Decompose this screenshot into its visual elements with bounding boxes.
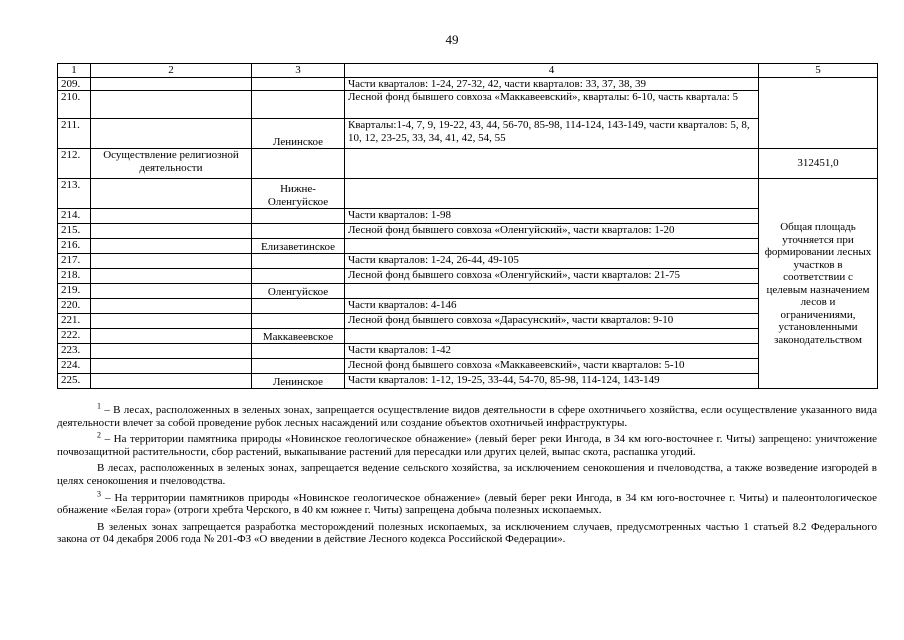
row-number-cell: 211. [58, 119, 91, 149]
header-cell-1: 1 [58, 64, 91, 78]
table-row [58, 269, 878, 284]
forestry-cell [252, 269, 345, 284]
footnote-mark: 1 [97, 401, 101, 411]
quarters-cell [345, 149, 759, 179]
table-row [58, 284, 878, 299]
table-row [58, 179, 878, 209]
quarters-cell [345, 239, 759, 254]
footnote-paragraph [57, 430, 877, 458]
footnote-paragraph [57, 488, 877, 517]
quarters-cell: Лесной фонд бывшего совхоза «Оленгуйский», части кварталов: 21-75 [345, 269, 759, 284]
row-number-cell: 218. [58, 269, 91, 284]
row-number-cell: 212. [58, 149, 91, 179]
row-number-cell: 209. [58, 77, 91, 91]
header-cell-4: 4 [345, 64, 759, 78]
header-cell-3: 3 [252, 64, 345, 78]
forestry-cell [252, 299, 345, 314]
row-number-cell: 217. [58, 254, 91, 269]
purpose-cell [91, 359, 252, 374]
purpose-cell [91, 314, 252, 329]
purpose-cell [91, 91, 252, 119]
row-number-cell: 210. [58, 91, 91, 119]
quarters-cell: Лесной фонд бывшего совхоза «Маккавеевский», части кварталов: 5-10 [345, 359, 759, 374]
purpose-cell [91, 269, 252, 284]
row-number-cell: 215. [58, 224, 91, 239]
row-number-cell: 219. [58, 284, 91, 299]
purpose-cell [91, 179, 252, 209]
forestry-cell [252, 254, 345, 269]
quarters-cell: Лесной фонд бывшего совхоза «Маккавеевский», кварталы: 6-10, часть квартала: 5 [345, 91, 759, 119]
forestry-cell [252, 209, 345, 224]
footnote-paragraph [57, 521, 877, 546]
quarters-cell: Части кварталов: 1-42 [345, 344, 759, 359]
quarters-cell: Кварталы:1-4, 7, 9, 19-22, 43, 44, 56-70, 85-98, 114-124, 143-149, части кварталов: 5, 8, 10, 12, 23-25, 33, 34, 41, 42, 54, 55 [345, 119, 759, 149]
quarters-cell: Части кварталов: 1-24, 26-44, 49-105 [345, 254, 759, 269]
table-row [58, 254, 878, 269]
table-row [58, 329, 878, 344]
purpose-cell [91, 119, 252, 149]
forestry-cell [252, 149, 345, 179]
row-number-cell: 214. [58, 209, 91, 224]
forestry-cell [252, 91, 345, 119]
footnote-paragraph [57, 401, 877, 429]
area-value-cell: 312451,0 [759, 149, 878, 179]
table-body [58, 64, 878, 389]
forestry-cell: Ленинское [252, 374, 345, 389]
area-note-cell: Общая площадь уточняется при формировании лесных участков в соответствии с целевым назначением лесов и ограничениями, установленными законодательством [759, 179, 878, 389]
purpose-cell [91, 329, 252, 344]
table-row [58, 119, 878, 149]
row-number-cell: 224. [58, 359, 91, 374]
table-row [58, 299, 878, 314]
footnote-text: – В лесах, расположенных в зеленых зонах, запрещается осуществление видов деятельности в сфере охотничьего хозяйства, если осуществление указанного вида деятельности влечет за собой проведение рубок лесных насаждений или создание объектов охотничьей инфраструктуры. [57, 404, 877, 429]
forestry-cell: Оленгуйское [252, 284, 345, 299]
forest-zones-table [57, 63, 878, 389]
forestry-cell [252, 344, 345, 359]
table-header-row [58, 64, 878, 78]
quarters-cell: Лесной фонд бывшего совхоза «Оленгуйский», части кварталов: 1-20 [345, 224, 759, 239]
page-number: 49 [445, 32, 459, 47]
forestry-cell: Ленинское [252, 119, 345, 149]
forestry-cell [252, 359, 345, 374]
forestry-cell [252, 77, 345, 91]
purpose-cell [91, 77, 252, 91]
purpose-cell [91, 254, 252, 269]
forestry-cell [252, 224, 345, 239]
purpose-cell [91, 209, 252, 224]
table-row [58, 209, 878, 224]
footnote-text: – На территории памятников природы «Новинское геологическое обнажение» (левый берег реки Ингода, в 34 км юго-восточнее г. Читы) и палеонтологическое обнажение «Белая гора» (отроги хребта Черского, в 40 км южнее г. Читы) запрещена добыча полезных ископаемых. [57, 491, 877, 517]
purpose-cell [91, 374, 252, 389]
table-row [58, 239, 878, 254]
footnote-mark: 2 [97, 430, 101, 440]
row-number-cell: 221. [58, 314, 91, 329]
footnotes [57, 401, 877, 546]
purpose-cell [91, 224, 252, 239]
row-number-cell: 225. [58, 374, 91, 389]
purpose-cell [91, 239, 252, 254]
table-row [58, 224, 878, 239]
row-number-cell: 223. [58, 344, 91, 359]
table-row [58, 77, 878, 91]
footnote-text: – На территории памятника природы «Новинское геологическое обнажение» (левый берег реки Ингода, в 34 км юго-восточнее г. Читы) запрещено: уничтожение почвозащитной растительности, сбор растений, выкапывание растений для пересадки или других целей, выпас скота, распашка угодий. [57, 433, 877, 458]
table-row [58, 344, 878, 359]
forestry-cell: Елизаветинское [252, 239, 345, 254]
row-number-cell: 222. [58, 329, 91, 344]
purpose-cell: Осуществление религиозной деятельности [91, 149, 252, 179]
table-row [58, 91, 878, 119]
forestry-cell [252, 314, 345, 329]
footnote-text: В лесах, расположенных в зеленых зонах, запрещается ведение сельского хозяйства, за исключением сенокошения и пчеловодства, а также возведение изгородей в целях сенокошения и пчеловодства. [57, 462, 877, 487]
purpose-cell [91, 344, 252, 359]
table-row [58, 374, 878, 389]
footnote-mark: 3 [97, 488, 101, 498]
row-number-cell: 216. [58, 239, 91, 254]
quarters-cell: Части кварталов: 1-98 [345, 209, 759, 224]
area-cell-empty [759, 77, 878, 149]
header-cell-2: 2 [91, 64, 252, 78]
forestry-cell: Нижне-Оленгуйское [252, 179, 345, 209]
header-cell-5: 5 [759, 64, 878, 78]
purpose-cell [91, 284, 252, 299]
table-row [58, 359, 878, 374]
forestry-cell: Маккавеевское [252, 329, 345, 344]
purpose-cell [91, 299, 252, 314]
quarters-cell: Части кварталов: 4-146 [345, 299, 759, 314]
table-row [58, 314, 878, 329]
table-row [58, 149, 878, 179]
row-number-cell: 213. [58, 179, 91, 209]
footnote-paragraph [57, 462, 877, 487]
quarters-cell [345, 329, 759, 344]
quarters-cell: Лесной фонд бывшего совхоза «Дарасунский», части кварталов: 9-10 [345, 314, 759, 329]
row-number-cell: 220. [58, 299, 91, 314]
footnote-text: В зеленых зонах запрещается разработка месторождений полезных ископаемых, за исключением случаев, предусмотренных частью 1 статьей 8.2 Федерального закона от 04 декабря 2006 года № 201-ФЗ «О введении в действие Лесного кодекса Российской Федерации». [57, 520, 877, 546]
quarters-cell [345, 284, 759, 299]
quarters-cell: Части кварталов: 1-12, 19-25, 33-44, 54-70, 85-98, 114-124, 143-149 [345, 374, 759, 389]
quarters-cell [345, 179, 759, 209]
quarters-cell: Части кварталов: 1-24, 27-32, 42, части кварталов: 33, 37, 38, 39 [345, 77, 759, 91]
